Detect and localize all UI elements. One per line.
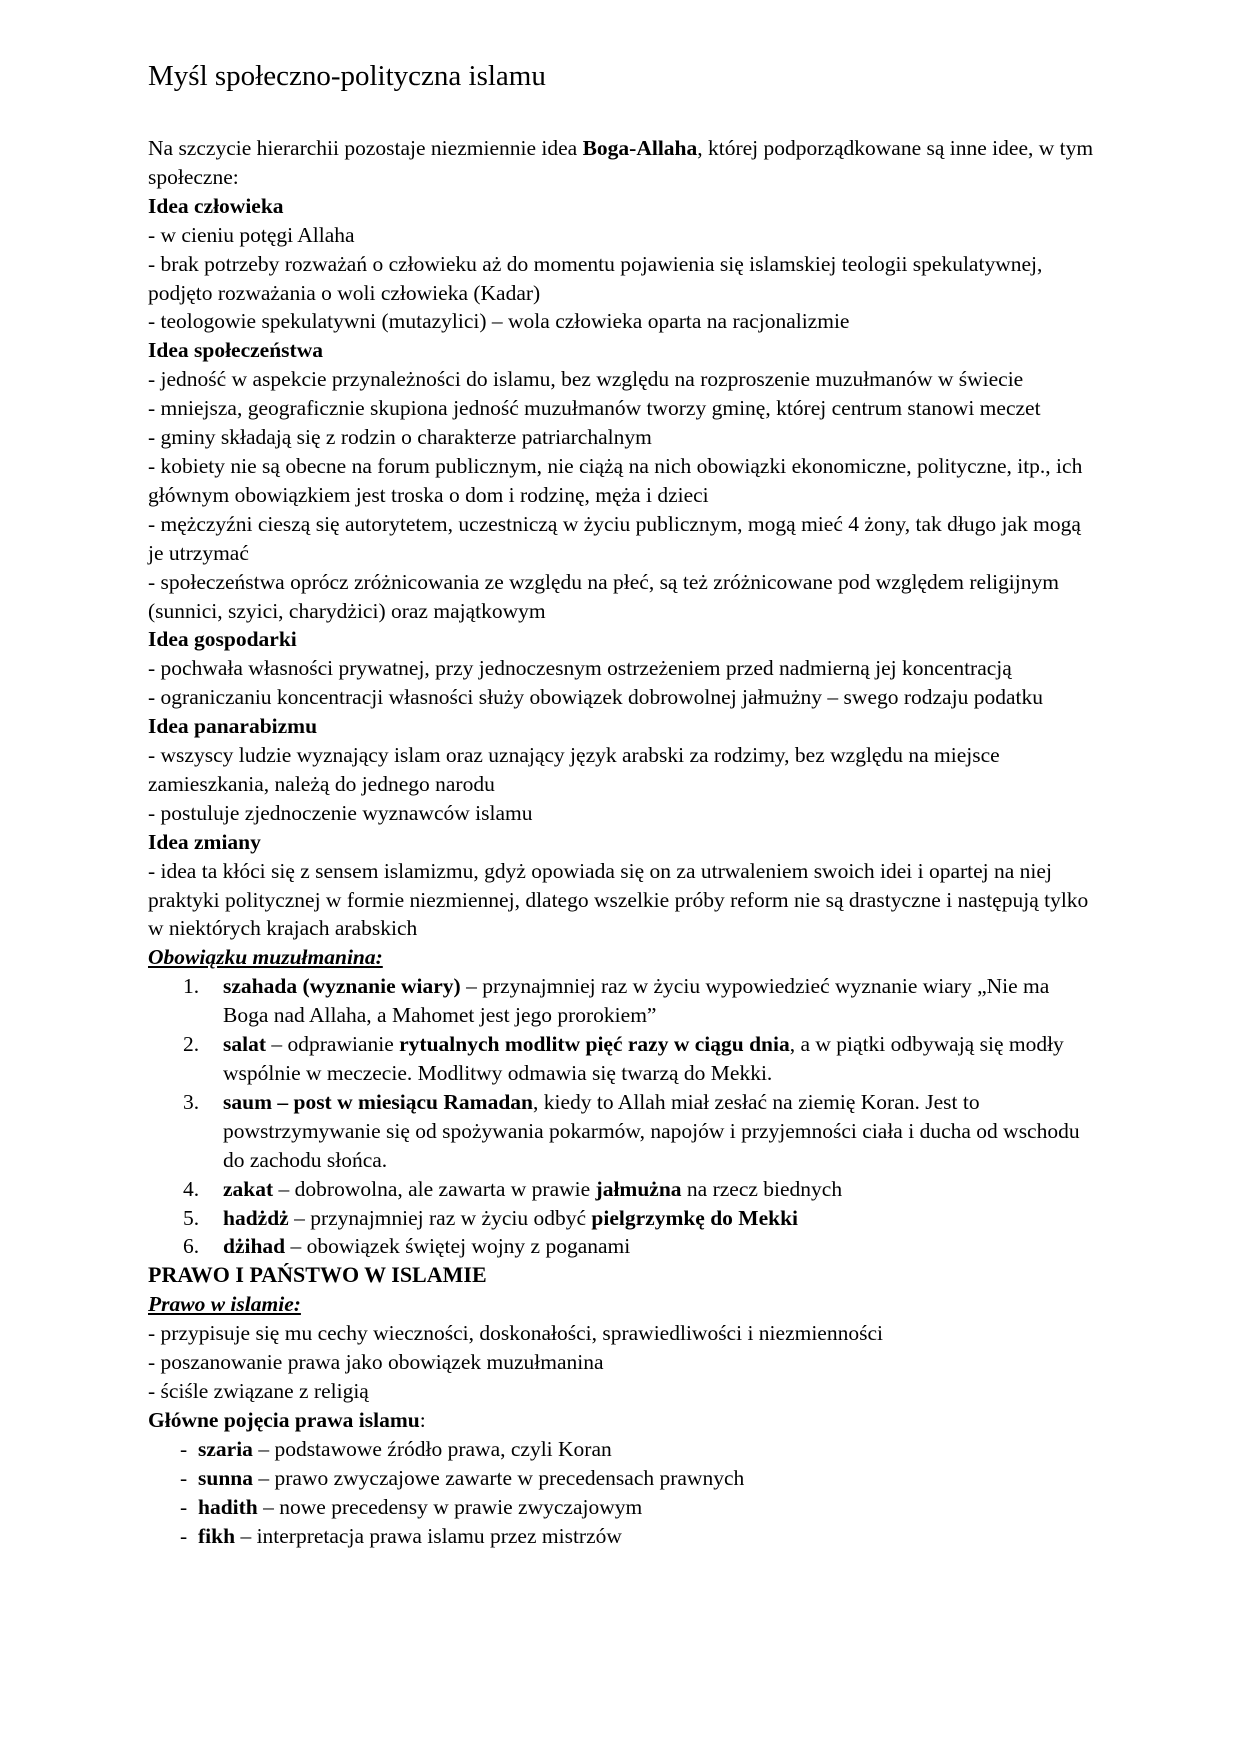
duty-text: , a w piątki odbywają się modły wspólnie w meczecie. Modlitwy odmawia się twarzą do Mekki. bbox=[223, 1032, 1064, 1085]
duty-term: szahada (wyznanie wiary) bbox=[223, 974, 461, 999]
section-heading-zmiana: Idea zmiany bbox=[148, 829, 261, 854]
list-number: 4. bbox=[183, 1176, 200, 1201]
concept-item bbox=[148, 1493, 1098, 1522]
concept-term: hadith bbox=[198, 1494, 258, 1519]
section-heading-panarabizm: Idea panarabizmu bbox=[148, 714, 318, 739]
list-item: - mniejsza, geograficznie skupiona jedność muzułmanów tworzy gminę, której centrum stanowi meczet bbox=[148, 396, 1041, 421]
list-item: - społeczeństwa oprócz zróżnicowania ze względu na płeć, są też zróżnicowane pod względem religijnym (sunnici, szyici, charydżici) oraz majątkowym bbox=[148, 569, 1059, 623]
concept-term: fikh bbox=[198, 1523, 236, 1548]
duties-list bbox=[148, 972, 1098, 1261]
section-heading-czlowiek: Idea człowieka bbox=[148, 193, 284, 218]
list-item: - poszanowanie prawa jako obowiązek muzułmanina bbox=[148, 1350, 604, 1375]
list-item: - ściśle związane z religią bbox=[148, 1378, 369, 1403]
list-number: 3. bbox=[183, 1089, 200, 1114]
list-item: - postuluje zjednoczenie wyznawców islamu bbox=[148, 800, 533, 825]
list-number: 6. bbox=[183, 1234, 200, 1259]
dash-marker: - bbox=[180, 1523, 188, 1548]
section-heading-spoleczenstwo: Idea społeczeństwa bbox=[148, 338, 323, 363]
intro-bold: Boga-Allaha bbox=[582, 136, 698, 160]
duty-item bbox=[148, 1175, 1098, 1204]
list-item: - idea ta kłóci się z sensem islamizmu, gdyż opowiada się on za utrwaleniem swoich idei i opartej na niej praktyki politycznej w formie niezmiennej, dlatego wszelkie próby reform nie są drastyczne i następują tylko w niektórych krajach arabskich bbox=[148, 858, 1089, 941]
document-page bbox=[148, 56, 1098, 1550]
concept-desc: – prawo zwyczajowe zawarte w precedensach prawnych bbox=[253, 1465, 745, 1490]
concept-desc: – podstawowe źródło prawa, czyli Koran bbox=[252, 1436, 612, 1461]
concept-term: szaria bbox=[198, 1436, 253, 1461]
intro-text-c: , której podporządkowane są inne idee, w tym społeczne: bbox=[148, 136, 1094, 189]
duty-text: – odprawianie bbox=[266, 1032, 400, 1057]
list-item: - pochwała własności prywatnej, przy jednoczesnym ostrzeżeniem przed nadmierną jej koncentracją bbox=[148, 656, 1012, 681]
dash-marker: - bbox=[180, 1494, 188, 1519]
duty-text: – przynajmniej raz w życiu odbyć bbox=[288, 1205, 592, 1230]
concept-term: sunna bbox=[198, 1465, 253, 1490]
concept-desc: – interpretacja prawa islamu przez mistrzów bbox=[235, 1523, 622, 1548]
list-item: - przypisuje się mu cechy wieczności, doskonałości, sprawiedliwości i niezmienności bbox=[148, 1321, 883, 1346]
duty-item bbox=[148, 1088, 1098, 1175]
duty-bold: rytualnych modlitw pięć razy w ciągu dnia bbox=[399, 1032, 790, 1057]
duty-term: salat bbox=[223, 1032, 266, 1057]
concepts-heading-text: Główne pojęcia prawa islamu bbox=[148, 1407, 420, 1432]
list-item: - w cieniu potęgi Allaha bbox=[148, 222, 355, 247]
intro-text-a: Na szczycie hierarchii pozostaje niezmiennie idea bbox=[148, 136, 583, 160]
duty-text: , kiedy to Allah miał zesłać na ziemię Koran. Jest to powstrzymywanie się od spożywania pokarmów, napojów i przyjemności ciała i ducha od wschodu do zachodu słońca. bbox=[223, 1089, 1080, 1172]
duty-bold: pielgrzymkę do Mekki bbox=[591, 1205, 799, 1230]
duty-item bbox=[148, 1232, 1098, 1261]
concept-item bbox=[148, 1464, 1098, 1493]
duty-text: – obowiązek świętej wojny z poganami bbox=[285, 1234, 631, 1259]
duty-item bbox=[148, 1030, 1098, 1088]
dash-marker: - bbox=[180, 1465, 188, 1490]
list-item: - teologowie spekulatywni (mutazylici) – wola człowieka oparta na racjonalizmie bbox=[148, 309, 850, 334]
list-item: - kobiety nie są obecne na forum publicznym, nie ciążą na nich obowiązki ekonomiczne, polityczne, itp., ich głównym obowiązkiem jest troska o dom i rodzinę, męża i dzieci bbox=[148, 453, 1083, 507]
concepts-list bbox=[148, 1435, 1098, 1551]
document-title: Myśl społeczno-polityczna islamu bbox=[148, 60, 546, 92]
list-number: 1. bbox=[183, 974, 200, 999]
duty-term: dżihad bbox=[223, 1234, 286, 1259]
duty-term: zakat bbox=[223, 1176, 274, 1201]
dash-marker: - bbox=[180, 1436, 188, 1461]
intro-paragraph bbox=[148, 134, 1098, 192]
list-number: 5. bbox=[183, 1205, 200, 1230]
duty-term: hadżdż bbox=[223, 1205, 289, 1230]
section-heading-prawo-panstwo: PRAWO I PAŃSTWO W ISLAMIE bbox=[148, 1262, 487, 1288]
list-number: 2. bbox=[183, 1032, 200, 1057]
section-heading-pojecia bbox=[148, 1406, 1098, 1435]
concept-desc: – nowe precedensy w prawie zwyczajowym bbox=[257, 1494, 643, 1519]
list-item: - jedność w aspekcie przynależności do islamu, bez względu na rozproszenie muzułmanów w świecie bbox=[148, 367, 1024, 392]
list-item: - ograniczaniu koncentracji własności służy obowiązek dobrowolnej jałmużny – swego rodzaju podatku bbox=[148, 685, 1043, 710]
concept-item bbox=[148, 1435, 1098, 1464]
duty-text: – dobrowolna, ale zawarta w prawie bbox=[273, 1176, 596, 1201]
list-item: - mężczyźni cieszą się autorytetem, uczestniczą w życiu publicznym, mogą mieć 4 żony, tak długo jak mogą je utrzymać bbox=[148, 511, 1081, 565]
duty-bold: jałmużna bbox=[595, 1176, 682, 1201]
subheading-prawo: Prawo w islamie: bbox=[148, 1292, 301, 1317]
duty-term: saum – post w miesiącu Ramadan bbox=[223, 1089, 533, 1114]
list-item: - brak potrzeby rozważań o człowieku aż do momentu pojawienia się islamskiej teologii spekulatywnej, podjęto rozważania o woli człowieka (Kadar) bbox=[148, 251, 1043, 305]
section-heading-gospodarka: Idea gospodarki bbox=[148, 627, 297, 652]
concepts-colon: : bbox=[419, 1407, 426, 1432]
duty-item bbox=[148, 972, 1098, 1030]
section-heading-obowiazki: Obowiązku muzułmanina: bbox=[148, 945, 383, 970]
duty-text: na rzecz biednych bbox=[681, 1176, 843, 1201]
list-item: - wszyscy ludzie wyznający islam oraz uznający język arabski za rodzimy, bez względu na miejsce zamieszkania, należą do jednego narodu bbox=[148, 743, 1000, 796]
concept-item bbox=[148, 1522, 1098, 1551]
duty-text: – przynajmniej raz w życiu wypowiedzieć wyznanie wiary „Nie ma Boga nad Allaha, a Mahomet jest jego prorokiem” bbox=[223, 974, 1050, 1028]
duty-item bbox=[148, 1204, 1098, 1233]
list-item: - gminy składają się z rodzin o charakterze patriarchalnym bbox=[148, 425, 652, 450]
